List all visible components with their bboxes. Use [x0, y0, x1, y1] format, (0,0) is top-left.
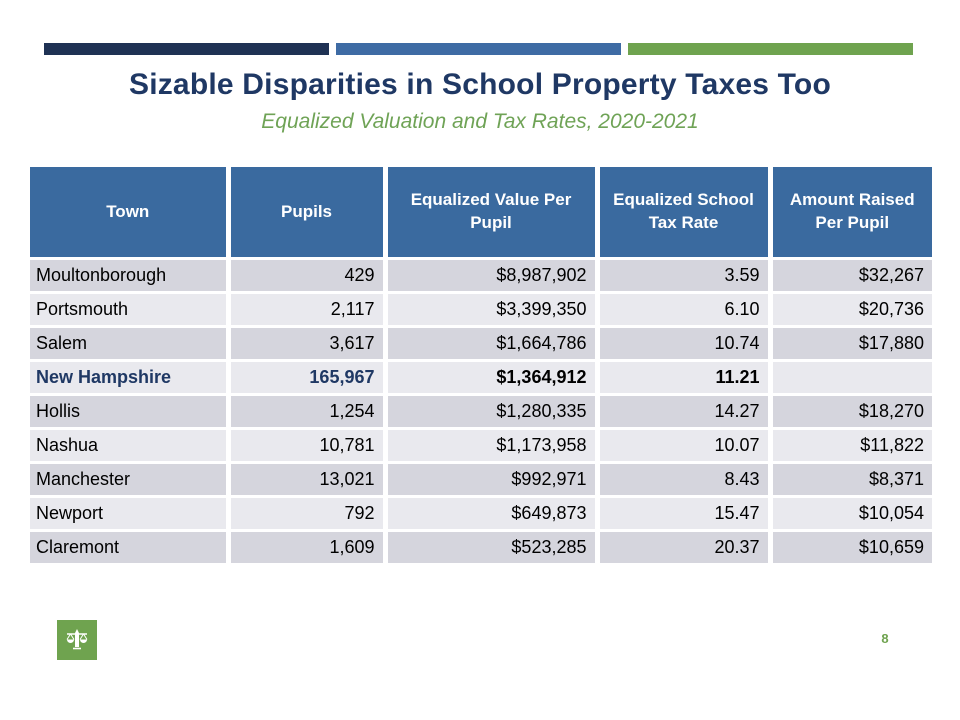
cell-rate: 14.27: [597, 395, 770, 429]
column-header-pupils: Pupils: [228, 167, 385, 259]
cell-amount: $17,880: [770, 327, 932, 361]
decorative-top-bar: [44, 43, 913, 55]
cell-amount: $10,054: [770, 497, 932, 531]
cell-town: Hollis: [30, 395, 228, 429]
cell-town: Claremont: [30, 531, 228, 564]
property-tax-table: [30, 167, 932, 563]
organization-logo: [57, 620, 97, 660]
table-row: [30, 259, 932, 293]
cell-rate: 3.59: [597, 259, 770, 293]
table-row: [30, 463, 932, 497]
slide-subtitle: Equalized Valuation and Tax Rates, 2020-2021: [261, 110, 699, 133]
cell-town: Newport: [30, 497, 228, 531]
cell-rate: 10.74: [597, 327, 770, 361]
cell-rate: 20.37: [597, 531, 770, 564]
cell-pupils: 3,617: [228, 327, 385, 361]
column-header-tax-rate: Equalized School Tax Rate: [597, 167, 770, 259]
table-row: [30, 497, 932, 531]
cell-pupils: 429: [228, 259, 385, 293]
top-bar-segment-green: [628, 43, 913, 55]
cell-value: $1,664,786: [385, 327, 597, 361]
cell-pupils: 10,781: [228, 429, 385, 463]
cell-pupils: 1,254: [228, 395, 385, 429]
column-header-town: Town: [30, 167, 228, 259]
cell-value: $8,987,902: [385, 259, 597, 293]
cell-value: $523,285: [385, 531, 597, 564]
cell-rate: 15.47: [597, 497, 770, 531]
scales-of-justice-icon: [64, 627, 90, 653]
cell-rate: 6.10: [597, 293, 770, 327]
cell-town: Portsmouth: [30, 293, 228, 327]
table-row: [30, 293, 932, 327]
cell-town: Salem: [30, 327, 228, 361]
column-header-amount-raised: Amount Raised Per Pupil: [770, 167, 932, 259]
cell-pupils: 792: [228, 497, 385, 531]
slide-title: Sizable Disparities in School Property Taxes Too: [128, 68, 831, 101]
table-row: [30, 531, 932, 564]
cell-value: $1,173,958: [385, 429, 597, 463]
cell-pupils: 165,967: [228, 361, 385, 395]
cell-value: $3,399,350: [385, 293, 597, 327]
cell-town: New Hampshire: [30, 361, 228, 395]
cell-pupils: 13,021: [228, 463, 385, 497]
cell-amount: [770, 361, 932, 395]
cell-pupils: 1,609: [228, 531, 385, 564]
cell-amount: $32,267: [770, 259, 932, 293]
cell-amount: $18,270: [770, 395, 932, 429]
table-row-state-average: [30, 361, 932, 395]
cell-amount: $20,736: [770, 293, 932, 327]
top-bar-segment-blue: [336, 43, 621, 55]
cell-town: Moultonborough: [30, 259, 228, 293]
cell-value: $649,873: [385, 497, 597, 531]
cell-value: $992,971: [385, 463, 597, 497]
cell-value: $1,364,912: [385, 361, 597, 395]
cell-amount: $8,371: [770, 463, 932, 497]
cell-value: $1,280,335: [385, 395, 597, 429]
cell-town: Manchester: [30, 463, 228, 497]
cell-rate: 11.21: [597, 361, 770, 395]
cell-amount: $11,822: [770, 429, 932, 463]
table-row: [30, 429, 932, 463]
column-header-equalized-value: Equalized Value Per Pupil: [385, 167, 597, 259]
table-row: [30, 395, 932, 429]
table-row: [30, 327, 932, 361]
cell-pupils: 2,117: [228, 293, 385, 327]
cell-town: Nashua: [30, 429, 228, 463]
page-number: 8: [881, 631, 889, 646]
cell-rate: 8.43: [597, 463, 770, 497]
cell-rate: 10.07: [597, 429, 770, 463]
top-bar-segment-navy: [44, 43, 329, 55]
cell-amount: $10,659: [770, 531, 932, 564]
table-header-row: [30, 167, 932, 259]
